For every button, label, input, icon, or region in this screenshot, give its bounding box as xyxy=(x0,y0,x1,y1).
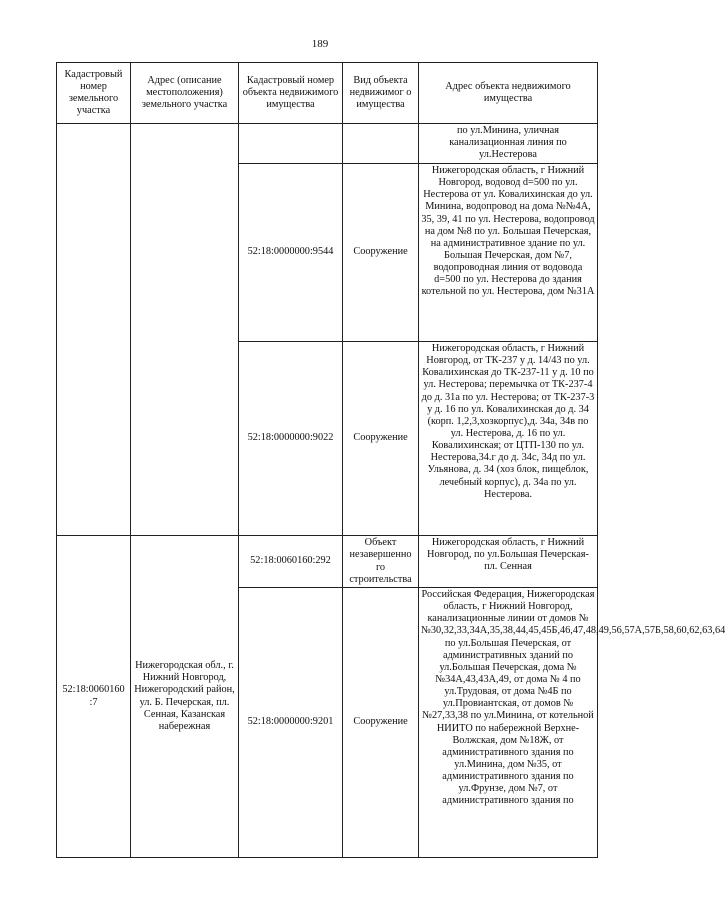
header-object-address: Адрес объекта недвижимого имущества xyxy=(419,63,598,124)
land-cadastral-cell-empty xyxy=(57,124,131,536)
object-cadastral-cell: 52:18:0000000:9022 xyxy=(239,342,343,536)
object-type-cell: Сооружение xyxy=(343,342,419,536)
header-land-cadastral: Кадастровый номер земельного участка xyxy=(57,63,131,124)
land-address-cell: Нижегородская обл., г. Нижний Новгород, Нижегородский район, ул. Б. Печерская, пл. Сенная, Казанская набережная xyxy=(131,536,239,858)
table-row xyxy=(57,536,598,588)
object-type-cell: Объект незавершенно го строительства xyxy=(343,536,419,588)
object-address-cell: по ул.Минина, уличная канализационная линия по ул.Нестерова xyxy=(419,124,598,164)
object-address-cell: Нижегородская область, г Нижний Новгород, водовод d=500 по ул. Нестерова от ул. Ковалихинская до ул. Минина, водопровод на дома №№4А, 35, 39, 41 по ул. Нестерова, водопровод на дом №8 по ул. Большая Печерская, на административное здание по ул. Большая Печерская, дом №7, водопроводная линия от водовода d=500 по ул. Нестерова до здания котельной по ул. Нестерова, дом №31А xyxy=(419,164,598,342)
land-address-cell-empty xyxy=(131,124,239,536)
object-type-cell xyxy=(343,124,419,164)
object-cadastral-cell: 52:18:0000000:9544 xyxy=(239,164,343,342)
table-header-row xyxy=(57,63,598,124)
header-object-type: Вид объекта недвижимог о имущества xyxy=(343,63,419,124)
table-row xyxy=(57,124,598,164)
object-address-cell: Нижегородская область, г Нижний Новгород, по ул.Большая Печерская-пл. Сенная xyxy=(419,536,598,588)
object-address-cell: Российская Федерация, Нижегородская область, г Нижний Новгород, канализационные линии от домов №№30,32,33,34А,35,38,44,45,45Б,46,47,48,49,56,57А,57Б,58,60,62,63,64 по ул.Большая Печерская, от административных зданий по ул.Большая Печерская, дома №№34А,43,43А,49, от дома № 4 по ул.Трудовая, от дома №4Б по ул.Провиантская, от домов №№27,33,38 по ул.Минина, от котельной НИИТО по набережной Верхне-Волжская, дом №18Ж, от административного здания по ул.Минина, дом №35, от административного здания по ул.Фрунзе, дом №7, от административного здания по xyxy=(419,588,598,858)
object-address-cell: Нижегородская область, г Нижний Новгород, от ТК-237 у д. 14/43 по ул. Ковалихинская до ТК-237-11 у д. 10 по ул. Нестерова; перемычка от ТК-237-4 до д. 31а по ул. Нестерова; от ТК-237-3 у д. 16 по ул. Ковалихинская до д. 34 (корп. 1,2,3,хозкорпус),д. 34а, 34в по ул. Нестерова, д. 16 по ул. Ковалихинская; от ЦТП-130 по ул. Нестерова,34.г до д. 34с, 34д по ул. Ульянова, д. 34 (хоз блок, пищеблок, лечебный корпус), д. 34а по ул. Нестерова. xyxy=(419,342,598,536)
object-type-cell: Сооружение xyxy=(343,164,419,342)
header-land-address: Адрес (описание местоположения) земельного участка xyxy=(131,63,239,124)
page-number: 189 xyxy=(311,38,329,50)
object-cadastral-cell: 52:18:0000000:9201 xyxy=(239,588,343,858)
cadastral-table xyxy=(56,62,725,858)
land-cadastral-cell: 52:18:0060160 :7 xyxy=(57,536,131,858)
header-object-cadastral: Кадастровый номер объекта недвижимого имущества xyxy=(239,63,343,124)
object-cadastral-cell xyxy=(239,124,343,164)
object-cadastral-cell: 52:18:0060160:292 xyxy=(239,536,343,588)
object-type-cell: Сооружение xyxy=(343,588,419,858)
